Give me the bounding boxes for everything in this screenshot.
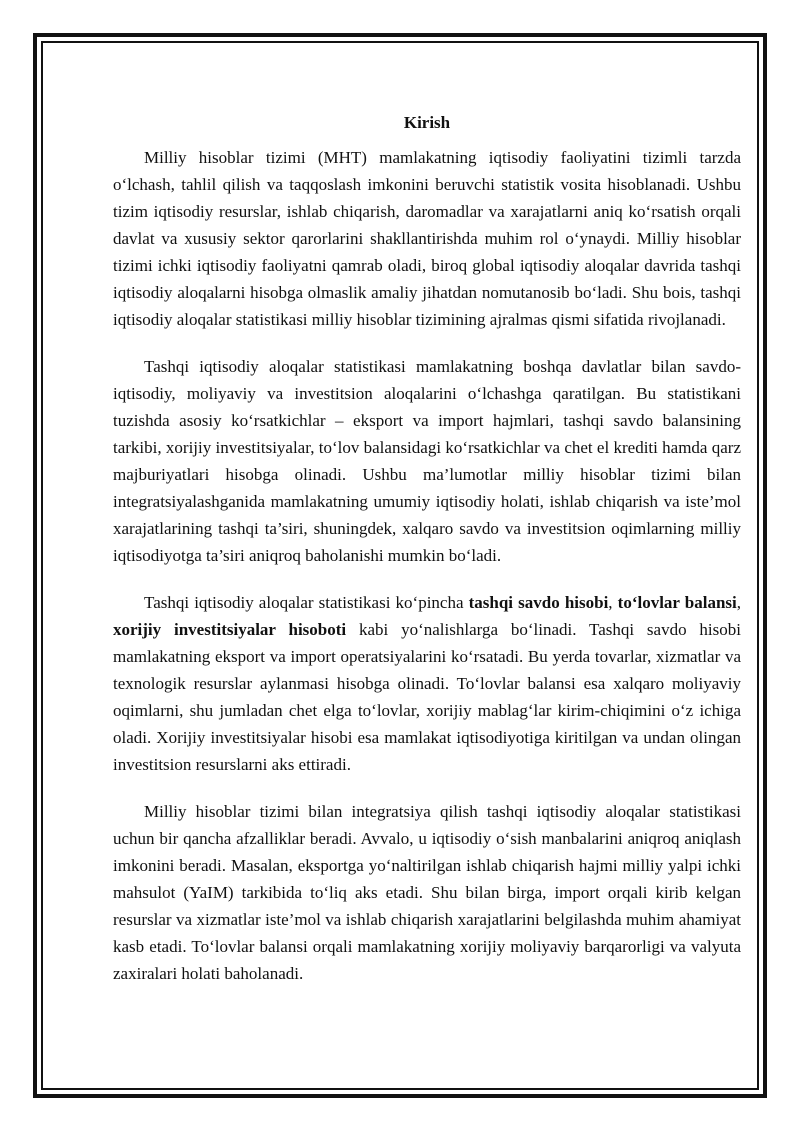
paragraph-3-separator-1: , xyxy=(608,593,618,612)
paragraph-3 xyxy=(113,589,741,778)
paragraph-3-separator-2: , xyxy=(736,593,741,612)
term-balance-of-payments: to‘lovlar balansi xyxy=(617,593,737,612)
term-foreign-trade-account: tashqi savdo hisobi xyxy=(468,593,609,612)
document-title: Kirish xyxy=(403,113,451,132)
document-body xyxy=(113,109,741,987)
paragraph-2: Tashqi iqtisodiy aloqalar statistikasi mamlakatning boshqa davlatlar bilan savdo-iqtisodiy, moliyaviy va investitsion aloqalarini o‘lchashga qaratilgan. Bu statistikani tuzishda asosiy ko‘rsatkichlar – eksport va import hajmlari, tashqi savdo balansining tarkibi, xorijiy investitsiyalar, to‘lov balansidagi ko‘rsatkichlar va chet el krediti hamda qarz majburiyatlari hisobga olinadi. Ushbu ma’lumotlar milliy hisoblar tizimi bilan integratsiyalashganida mamlakatning umumiy iqtisodiy holati, ishlab chiqarish va iste’mol xarajatlarining tashqi ta’siri, shuningdek, xalqaro savdo va investitsion oqimlarning milliy iqtisodiyotga ta’siri aniqroq baholanishi mumkin bo‘ladi. xyxy=(113,357,741,565)
term-foreign-investment-report: xorijiy investitsiyalar hisoboti xyxy=(113,620,347,639)
paragraph-1: Milliy hisoblar tizimi (MHT) mamlakatning iqtisodiy faoliyatini tizimli tarzda o‘lchash, tahlil qilish va taqqoslash imkonini beruvchi statistik vosita hisoblanadi. Ushbu tizim iqtisodiy resurslar, ishlab chiqarish, daromadlar va xarajatlarni aniq ko‘rsatish orqali davlat va xususiy sektor qarorlarini shakllantirishda muhim rol o‘ynaydi. Milliy hisoblar tizimi ichki iqtisodiy faoliyatni qamrab oladi, biroq global iqtisodiy aloqalar davrida tashqi iqtisodiy aloqalarni hisobga olmaslik amaliy jihatdan nomutanosib bo‘ladi. Shu bois, tashqi iqtisodiy aloqalar statistikasi milliy hisoblar tizimining ajralmas qismi sifatida rivojlanadi. xyxy=(113,148,741,329)
paragraph-4: Milliy hisoblar tizimi bilan integratsiya qilish tashqi iqtisodiy aloqalar statistikasi uchun bir qancha afzalliklar beradi. Avvalo, u iqtisodiy o‘sish manbalarini aniqroq aniqlash imkonini beradi. Masalan, eksportga yo‘naltirilgan ishlab chiqarish hajmi milliy yalpi ichki mahsulot (YaIM) tarkibida to‘liq aks etadi. Shu bilan birga, import orqali kirib kelgan resurslar va xizmatlar iste’mol va ishlab chiqarish xarajatlarini belgilashda muhim ahamiyat kasb etadi. To‘lovlar balansi orqali mamlakatning xorijiy moliyaviy barqarorligi va valyuta zaxiralari holati baholanadi. xyxy=(113,802,741,983)
paragraph-3-intro: Tashqi iqtisodiy aloqalar statistikasi ko‘pincha xyxy=(144,593,469,612)
paragraph-3-rest: kabi yo‘nalishlarga bo‘linadi. Tashqi savdo hisobi mamlakatning eksport va import operatsiyalarini ko‘rsatadi. Bu yerda tovarlar, xizmatlar va texnologik resurslar aylanmasi hisobga olinadi. To‘lovlar balansi esa xalqaro moliyaviy oqimlarni, shu jumladan chet elga to‘lovlar, xorijiy mablag‘lar kirim-chiqimini o‘z ichiga oladi. Xorijiy investitsiyalar hisobi esa mamlakat iqtisodiyotiga kiritilgan va undan olingan investitsion resurslarni aks ettiradi. xyxy=(113,620,741,774)
